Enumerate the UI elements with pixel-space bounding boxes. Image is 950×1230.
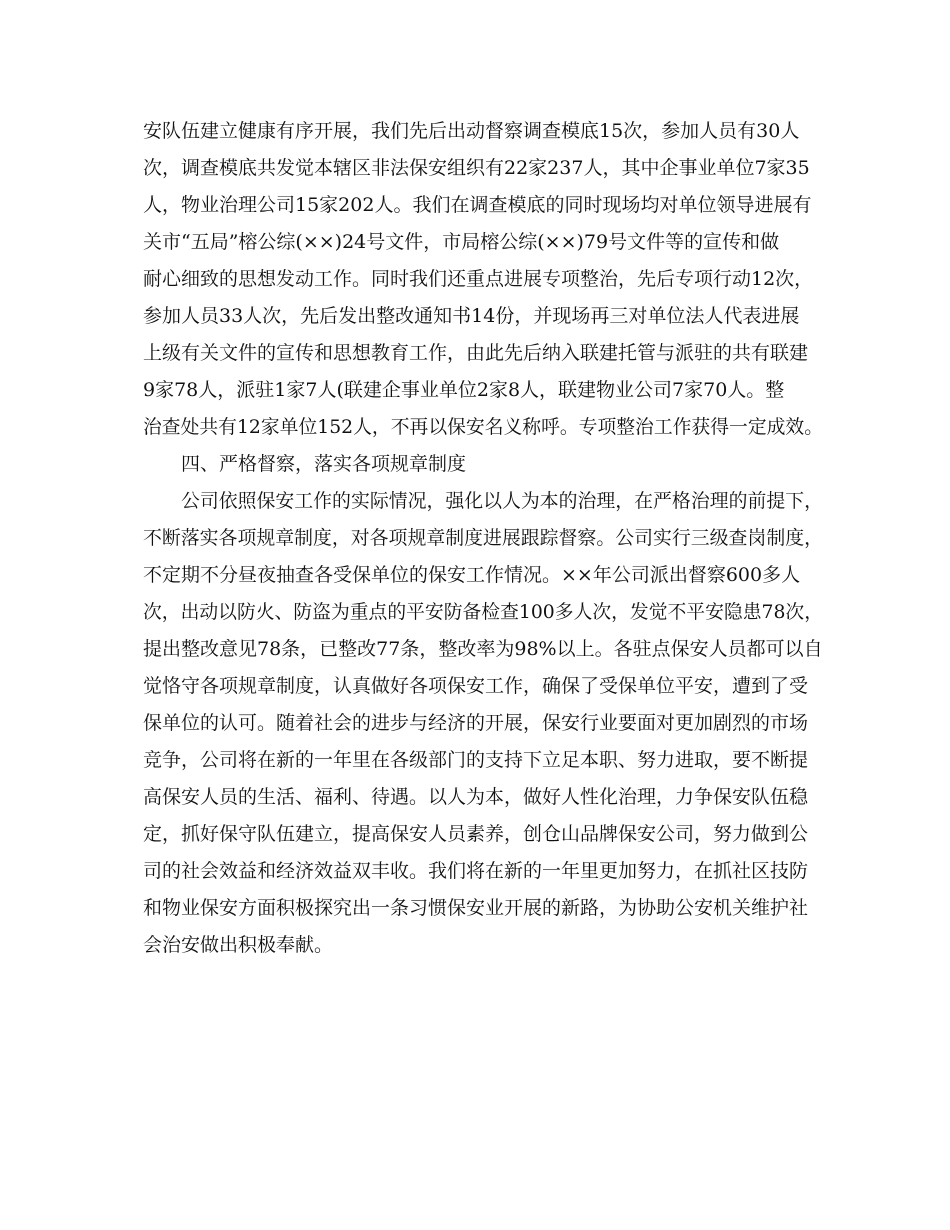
text-line: 不断落实各项规章制度，对各项规章制度进展跟踪督察。公司实行三级查岗制度， (143, 527, 823, 549)
text-line: 次，调查模底共发觉本辖区非法保安组织有22家237人，其中企事业单位7家35 (143, 157, 810, 179)
text-line: 不定期不分昼夜抽查各受保单位的保安工作情况。××年公司派出督察600多人 (143, 564, 801, 586)
text-line: 安队伍建立健康有序开展，我们先后出动督察调查模底15次，参加人员有30人 (143, 120, 800, 142)
paragraph-first-line: 公司依照保安工作的实际情况，强化以人为本的治理，在严格治理的前提下， (181, 490, 823, 512)
text-line: 提出整改意见78条，已整改77条，整改率为98%以上。各驻点保安人员都可以自 (143, 638, 823, 660)
text-line: 高保安人员的生活、福利、待遇。以人为本，做好人性化治理，力争保安队伍稳 (143, 786, 809, 808)
text-line: 和物业保安方面积极探究出一条习惯保安业开展的新路，为协助公安机关维护社 (143, 897, 809, 919)
text-line: 定，抓好保守队伍建立，提高保安人员素养，创仓山品牌保安公司，努力做到公 (143, 823, 809, 845)
text-line: 觉恪守各项规章制度，认真做好各项保安工作，确保了受保单位平安，遭到了受 (143, 675, 809, 697)
text-line: 参加人员33人次，先后发出整改通知书14份，并现场再三对单位法人代表进展 (143, 305, 800, 327)
text-line: 关市“五局”榕公综(××)24号文件，市局榕公综(××)79号文件等的宣传和做 (143, 231, 780, 253)
text-line: 保单位的认可。随着社会的进步与经济的开展，保安行业要面对更加剧烈的市场 (143, 712, 809, 734)
text-line: 治查处共有12家单位152人，不再以保安名义称呼。专项整治工作获得一定成效。 (143, 416, 823, 438)
text-line: 司的社会效益和经济效益双丰收。我们将在新的一年里更加努力，在抓社区技防 (143, 860, 809, 882)
document-body (143, 113, 823, 964)
text-line: 次，出动以防火、防盗为重点的平安防备检查100多人次，发觉不平安隐患78次， (143, 601, 823, 623)
text-line: 人，物业治理公司15家202人。我们在调查模底的同时现场均对单位领导进展有 (143, 194, 812, 216)
text-line: 耐心细致的思想发动工作。同时我们还重点进展专项整治，先后专项行动12次， (143, 268, 814, 290)
text-line: 竞争，公司将在新的一年里在各级部门的支持下立足本职、努力进取，要不断提 (143, 749, 809, 771)
text-line: 9家78人，派驻1家7人(联建企事业单位2家8人，联建物业公司7家70人。整 (143, 379, 785, 401)
text-line: 上级有关文件的宣传和思想教育工作，由此先后纳入联建托管与派驻的共有联建 (143, 342, 809, 364)
text-line: 会治安做出积极奉献。 (143, 934, 334, 956)
section-heading: 四、严格督察，落实各项规章制度 (181, 453, 467, 475)
